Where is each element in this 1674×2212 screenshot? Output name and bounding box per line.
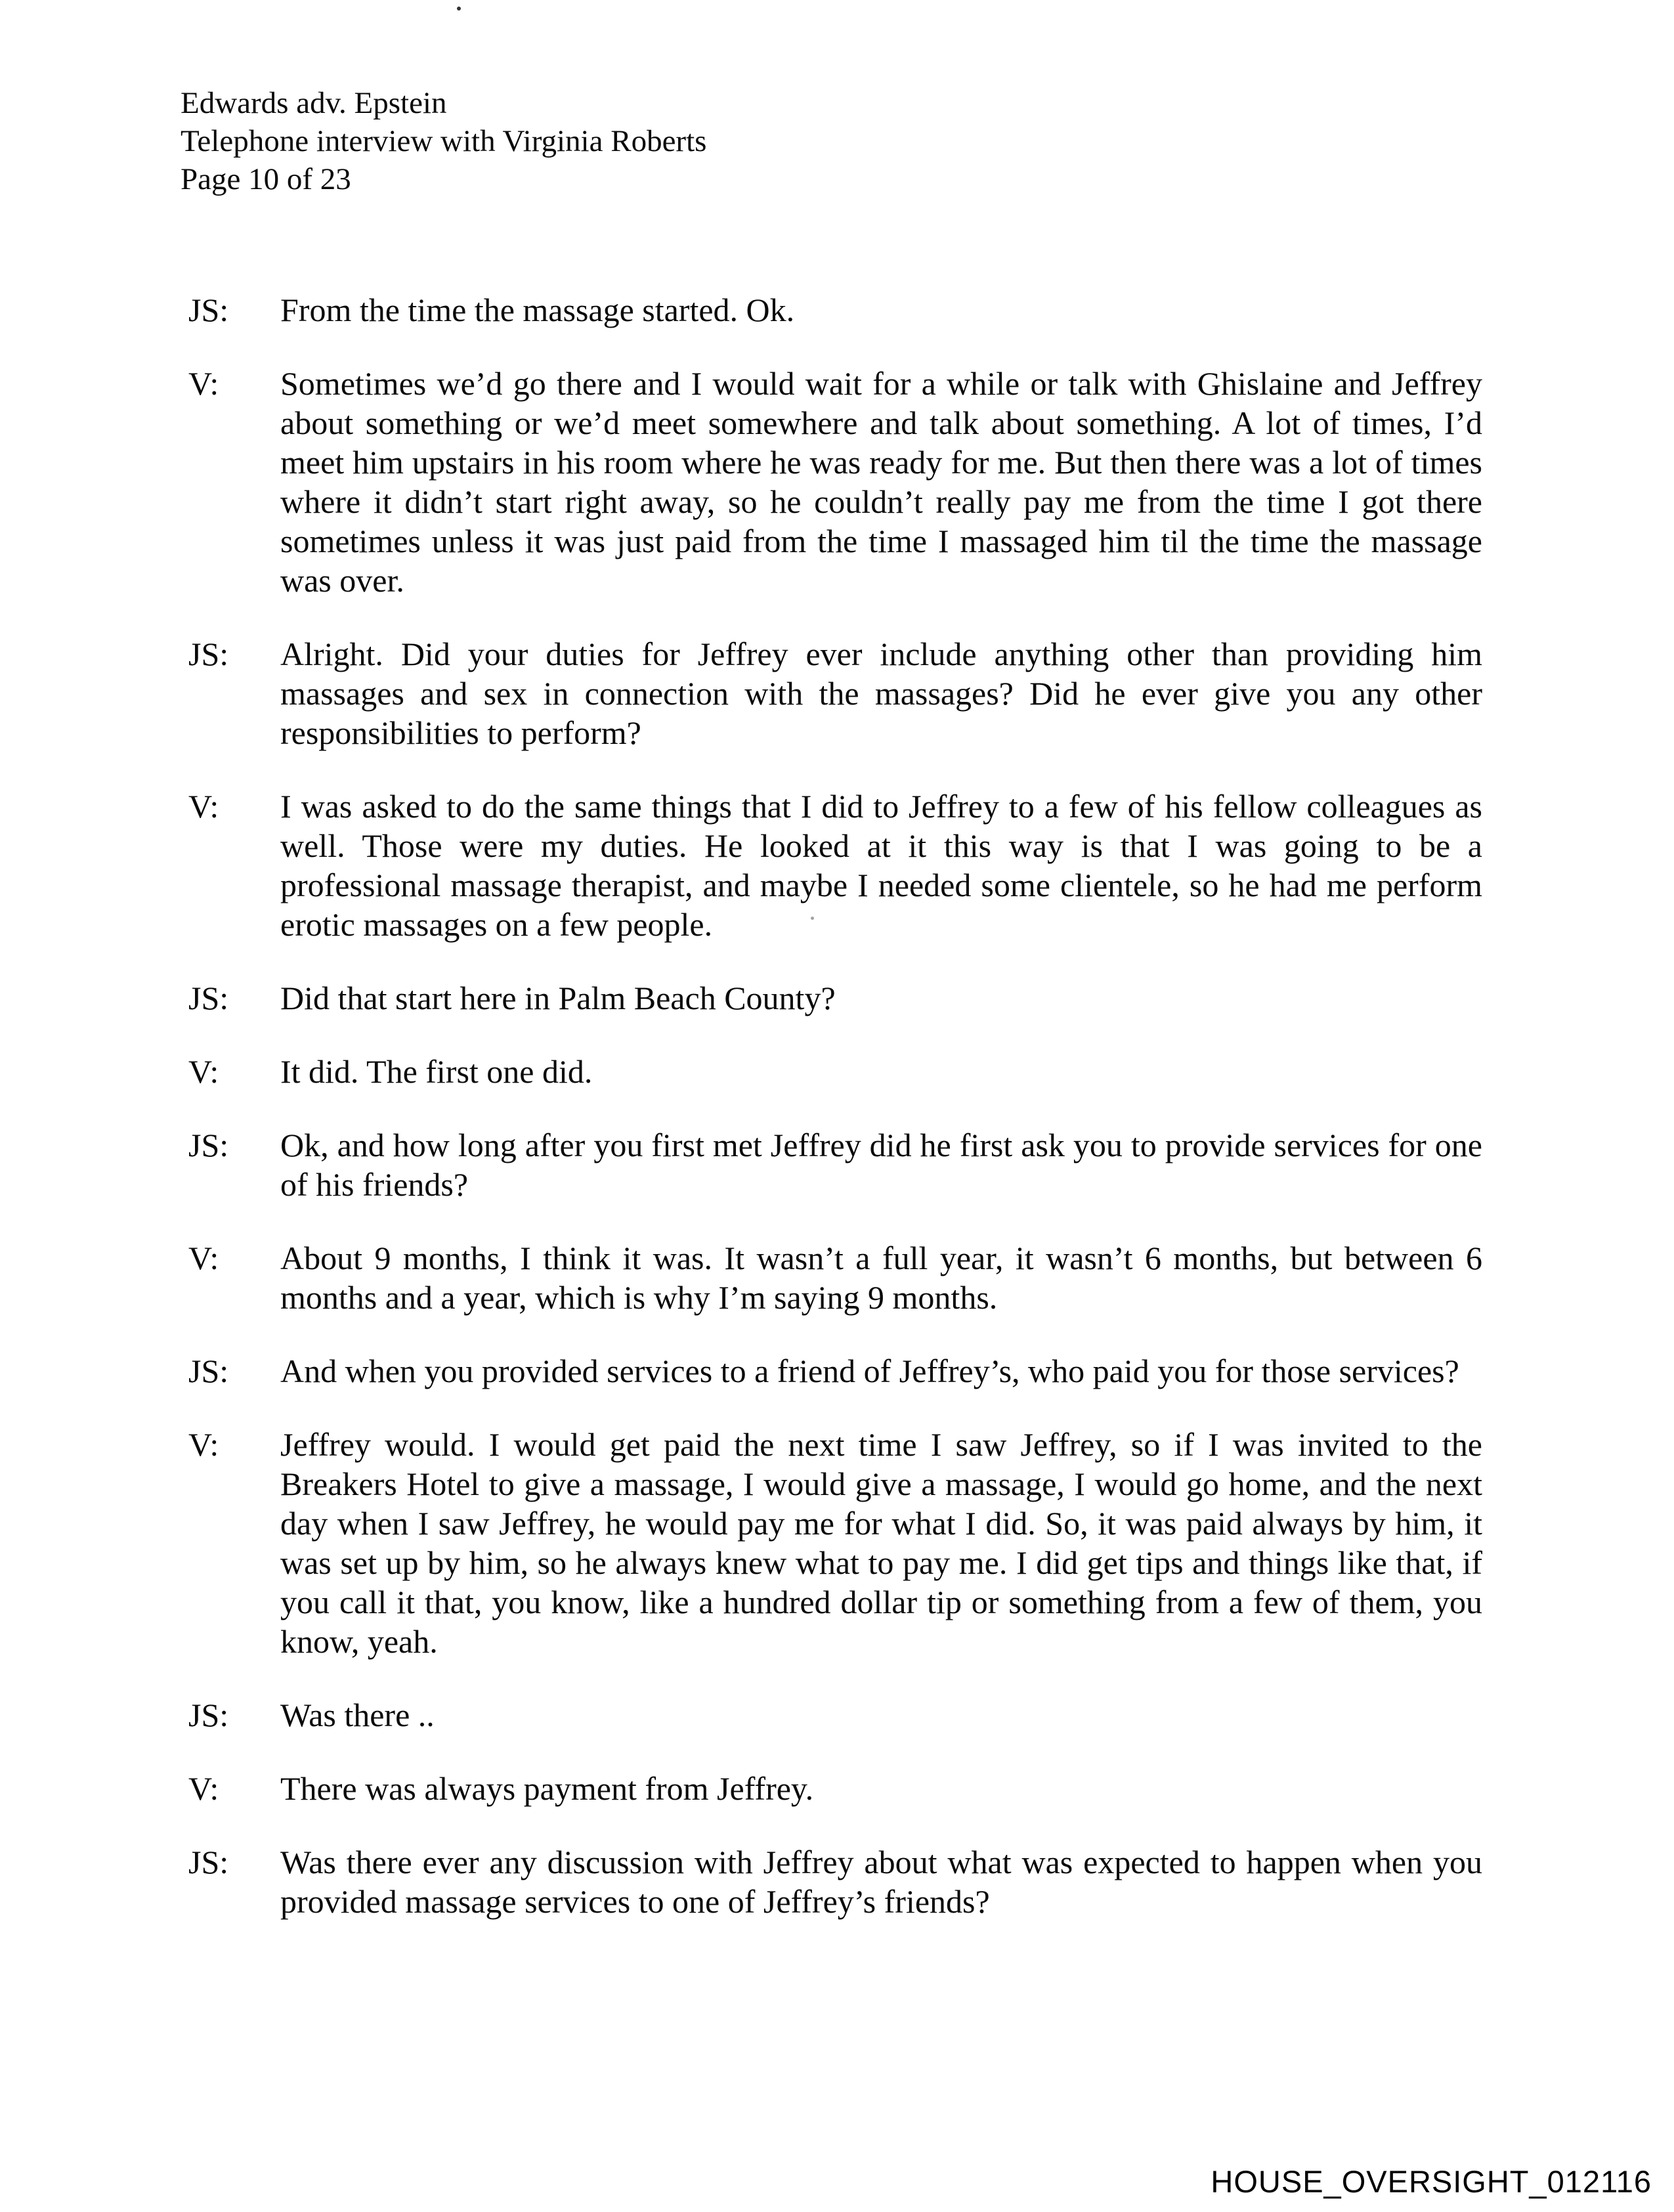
dialogue-turn — [188, 1351, 1482, 1391]
turn-text: Was there ever any discussion with Jeffrey about what was expected to happen when you provided massage services to one of Jeffrey’s friends? — [280, 1844, 1482, 1920]
speaker-label: V: — [188, 1770, 219, 1807]
document-header — [181, 84, 706, 198]
dialogue-turn — [188, 1425, 1482, 1661]
dialogue-turn — [188, 1125, 1482, 1204]
turn-text: From the time the massage started. Ok. — [280, 292, 795, 328]
dialogue-turn — [188, 1238, 1482, 1317]
speaker-label: V: — [188, 1426, 219, 1463]
turn-text: I was asked to do the same things that I did to Jeffrey to a few of his fellow colleagues as well. Those were my duties. He looked at it this way is that I was going to be a professional massage therapist, and maybe I needed some clientele, so he had me perform erotic massages on a few people. — [280, 788, 1482, 943]
turn-text: Was there .. — [280, 1697, 435, 1733]
dialogue-turn — [188, 1842, 1482, 1921]
turn-text: Alright. Did your duties for Jeffrey ever include anything other than providing him massages and sex in connection with the massages? Did he ever give you any other responsibilities to perform? — [280, 636, 1482, 751]
turn-text: Sometimes we’d go there and I would wait for a while or talk with Ghislaine and Jeffrey about something or we’d meet somewhere and talk about something. A lot of times, I’d meet him upstairs in his room where he was ready for me. But then there was a lot of times where it didn’t start right away, so he couldn’t really pay me from the time I got there sometimes unless it was just paid from the time I massaged him til the time the massage was over. — [280, 365, 1482, 599]
bates-stamp: HOUSE_OVERSIGHT_012116 — [1211, 2164, 1652, 2199]
turn-text: Jeffrey would. I would get paid the next time I saw Jeffrey, so if I was invited to the Breakers Hotel to give a massage, I would give a massage, I would go home, and the next day when I saw Jeffrey, he would pay me for what I did. So, it was paid always by him, it was set up by him, so he always knew what to pay me. I did get tips and things like that, if you call it that, you know, like a hundred dollar tip or something from a few of them, you know, yeah. — [280, 1426, 1482, 1660]
speaker-label: V: — [188, 365, 219, 402]
turn-text: And when you provided services to a friend of Jeffrey’s, who paid you for those services? — [280, 1353, 1459, 1389]
dialogue-turn — [188, 290, 1482, 330]
turn-text: About 9 months, I think it was. It wasn’t a full year, it wasn’t 6 months, but between 6 months and a year, which is why I’m saying 9 months. — [280, 1240, 1482, 1316]
scan-artifact-speck — [457, 7, 461, 11]
speaker-label: JS: — [188, 1127, 229, 1163]
speaker-label: JS: — [188, 1353, 229, 1389]
turn-text: Did that start here in Palm Beach County? — [280, 980, 836, 1016]
header-page-indicator: Page 10 of 23 — [181, 162, 351, 196]
header-document-title: Telephone interview with Virginia Roberts — [181, 124, 707, 158]
dialogue-turn — [188, 787, 1482, 944]
dialogue-turn — [188, 1769, 1482, 1808]
header-case-title: Edwards adv. Epstein — [181, 86, 447, 120]
speaker-label: V: — [188, 1240, 219, 1276]
speaker-label: V: — [188, 1053, 219, 1090]
dialogue-turn — [188, 978, 1482, 1018]
speaker-label: JS: — [188, 292, 229, 328]
speaker-label: JS: — [188, 1844, 229, 1880]
speaker-label: JS: — [188, 1697, 229, 1733]
turn-text: There was always payment from Jeffrey. — [280, 1770, 814, 1807]
dialogue-turn — [188, 634, 1482, 752]
speaker-label: JS: — [188, 636, 229, 672]
dialogue-turn — [188, 1052, 1482, 1091]
dialogue-turn — [188, 364, 1482, 600]
transcript-dialogue — [188, 290, 1482, 1955]
speaker-label: JS: — [188, 980, 229, 1016]
turn-text: Ok, and how long after you first met Jeffrey did he first ask you to provide services for one of his friends? — [280, 1127, 1482, 1203]
turn-text: It did. The first one did. — [280, 1053, 593, 1090]
dialogue-turn — [188, 1695, 1482, 1735]
speaker-label: V: — [188, 788, 219, 825]
